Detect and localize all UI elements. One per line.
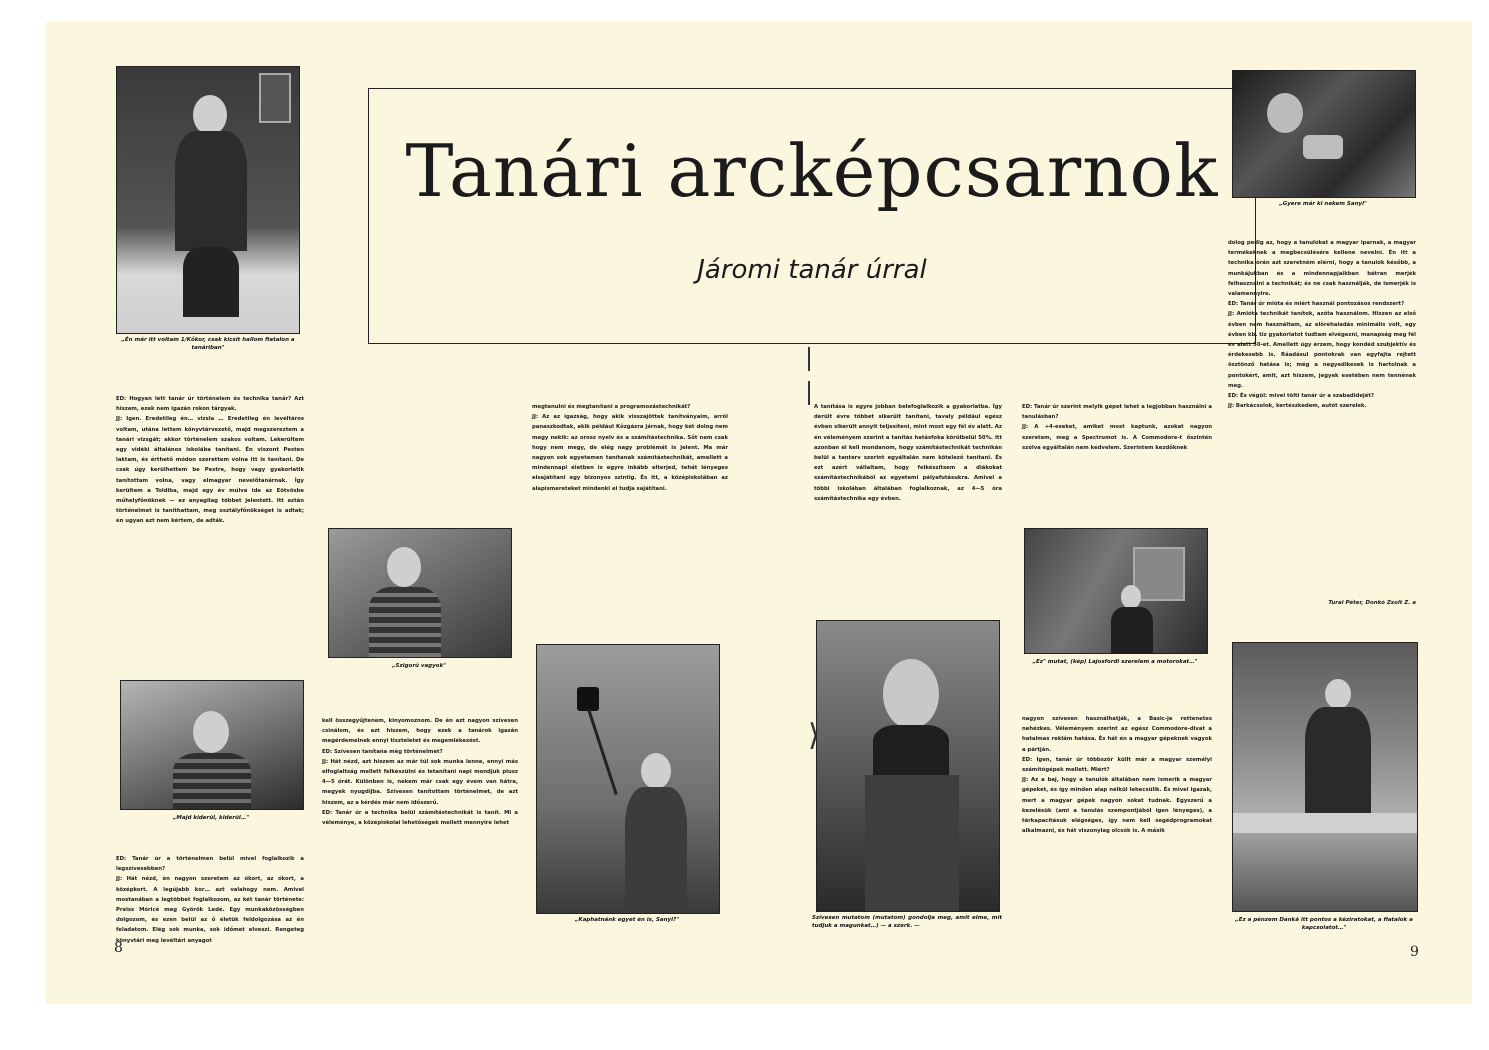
text-column-1-bottom [116,854,304,946]
paragraph: A tanítása is egyre jobban belefoglalkozik a gyakorlatba. Így derült évre többet sikerült tanítani, tavaly például egész évben sikerült annyit teljesíteni, mint most egy fél év alatt. Az én véleményem szerint a tanítás hatásfoka körülbelül 50%. Itt azonban el kell mondanom, hogy számítástechnikát technikán belül a tanterv szerint egyáltalán nem kötelező tanítani. És ezt azért vállaltam, hogy felkészítsem a diákokat számítástechnikából az egyetemi pályafutásukra. Amivel a többi iskolában általában foglalkoznak, az 4—5 óra számítástechnika egy évben. [814,404,1002,502]
paragraph: JJ: Hát nézd, én nagyon szeretem az ókort, az ókort, a középkort. A legújabb kor… azt valahogy nem. Amivel mostanában a legtöbbet foglalkozom, az két tanár története: Preiss Móricé meg Györök Ledé. Egy munkaközösségben dolgozom, és ezen belül az ő életük feldolgozása az én feladatom. Elég sok munka, sok időmet elveszi. Rengeteg könyvtári meg levéltári anyagot [116,876,304,944]
paragraph: JJ: Az a baj, hogy a tanulók általában nem ismerik a magyar gépeket, és így minden alap nélkül lebecsülik. És mivel igazak, mert a magyar gépek nagyon sokat tudnak. Egyszerű a kezelésük (ami a tanulás szempontjából igen lényeges), a tárkapacitásuk elégséges, így nem kell segédprogramokat alkalmazni, és hát viszonylag olcsók is. A másik [1022,777,1212,835]
article-title: Tanári arcképcsarnok [405,129,1219,213]
paragraph: ED: Tanár úr a technika belül számítástechnikát is tanít. Mi a véleménye, a középiskolai lehetőségek mellett mennyire lehet [322,809,518,827]
paragraph: megtanulni és megtanítani a programozástechnikát? [532,404,691,410]
caption-photo6: „Ez" mutat, (kép) Lajosfordi szerelem a motorokat…" [1032,659,1198,665]
paragraph: JJ: Barkácsolok, kertészkedem, autót szerelek. [1228,403,1367,410]
caption-photo7: „Gyere már ki nekem Sanyi" [1279,201,1367,207]
caption-photo5: Szívesen mutatom (mutatom) gondolja meg, amit elme, mit tudjuk a magunkat…) — a szerk. — [812,915,1002,929]
magazine-spread [46,22,1472,1004]
paragraph: JJ: Igen. Eredetileg én… vizsla … Eredetileg én levéltáros voltam, utána lettem könyvtárvezető, majd megszereztem a tanári vizsgát; akkor történelem szakos voltam. Lekerültem egy vidéki általános iskolába tanítani. Én viszont Pesten laktam, és érthető módon szerettem volna itt is tanítani. De csak úgy kerülhettem be Pestre, hogy vagy gyakorlatik tanítottam volna, vagy elmagyar nevelőtanárnak. Így kerültem a Toldiba, majd egy év múlva ide az Eötvösbe műhelyfőnöknek — ez anyagilag többet jelentett. Itt aztán történelmet is taníthattam, meg osztályfőnökséget is adtak; én ugyan azt nem kértem, de adták. [116,416,304,525]
paragraph: kell összegyűjtenem, kinyomoznom. De én azt nagyon szívesen csinálom, és azt hiszem, hogy ezek a tanárok igazán megérdemelnek ennyi tiszteletet és megemlékezést. [322,718,518,745]
paragraph: JJ: A +4-eseket, amiket most kaptunk, azokat nagyon szeretem, meg a Spectrumot is. A Commodore-t őszintén szólva egyáltalán nem kedvelem. Szerintem kezdőknek [1022,424,1212,451]
fold-mark [808,347,810,407]
paragraph: JJ: Amióta technikát tanítok, azóta használom. Hiszen az első évben nem használtam, az előrehaladás minimális volt, egy évben kb. tíz gyakorlatot tudtam elvégezni, manapság meg fél év alatt 50-et. Amellett úgy érzem, hogy kondéd szubjektív és érdekesebb is. Ráadásul pontokrak van egyfajta rejtett ösztönző hatása is; még a negyedikesek is hartolnak a pontokért, amit, azt hiszem, jegyek esetében nem tennének meg. [1228,311,1416,389]
paragraph: ED: Tanár úr mióta és miért használ pontozásos rendszert? [1228,301,1405,308]
text-column-3 [532,402,728,494]
article-subtitle: Járomi tanár úrral [697,255,927,285]
text-column-5 [1022,402,1212,453]
fold-bracket: ⟩ [808,718,820,753]
caption-photo2: „Szigorú vagyok" [392,663,446,669]
caption-photo4: „Kaphatnánk egyet én is, Sanyi?" [574,917,680,923]
photo-teacher-with-pointer [536,644,720,914]
paragraph: ED: És végül: mivel tölti tanár úr a szabadidejét? [1228,393,1374,400]
text-column-4-bottom [1022,714,1212,836]
photo-walking-teacher [116,66,300,334]
photo-teacher-portrait [816,620,1000,912]
photo-strict-teacher [328,528,512,658]
text-column-6 [1228,238,1416,411]
paragraph: ED: Szívesen tanítana még történelmet? [322,748,443,755]
title-box [368,88,1256,344]
photo-workshop [1232,642,1418,912]
paragraph: nagyon szívesen használhatják, a Basic-je rettenetes nehézkes. Véleményem szerint az egész Commodore-divat a hatalmas reklám hatása. És hát én a magyar gépeknek vagyok a pártján. [1022,716,1212,753]
text-column-2 [322,716,518,828]
paragraph: ED: Tanár úr a történelmen belül mivel foglalkozik a legszívesebben? [116,856,304,873]
page-number-right: 9 [1410,944,1419,960]
paragraph: JJ: Az az igazság, hogy akik visszajöttek tanítványaim, arról panaszkodtak, akik például Kőzgázra járnak, hogy két dolog nem megy nekik: az orosz nyelv és a számítástechnika. Sőt nem csak hogy nem megy, de elég nagy problémát is jelent. Ma már nagyon sok egyetemen tanítanak számítástechnikát, amellett a mindennapi életben is egyre inkább elterjed, tehát lényeges elsajátítani egy bizonyos szintig. És itt, a középiskolában az alapismereteket mindenki el tudja sajátítani. [532,414,728,492]
paragraph: dolog pedig az, hogy a tanulókat a magyar iparnak, a magyar termékeknek a megbecsülésére kellene nevelni. Én itt a technika órán azt szeretném elérni, hogy a tanulók később, a munkájukban és a mindennapjaikban bátran merjék felhasználni a technikát; és ne csak használják, de ismerjék is valamennyire. [1228,240,1416,298]
photo-close-up-work [1232,70,1416,198]
author-signature: Turai Péter, Donkó Zsolt Z. a [1328,600,1416,606]
paragraph: ED: Igen, tanár úr többször küllt már a magyar személyi számítógépek mellett. Miért? [1022,756,1212,774]
paragraph: ED: Hogyan lett tanár úr történelem és technika tanár? Azt hiszem, ezek nem igazán rokon tárgyak. [116,396,304,413]
caption-photo8: „Ez a pénzem Danká itt pontos a kéziratokat, a fiatalok a kapcsolatot…" [1235,917,1413,931]
page-number-left: 8 [114,940,123,956]
caption-photo1: „Én már itt voltam 1/Kőkor, csak kicsit hallom fiatalon a tanáriban" [121,337,295,351]
text-column-4 [814,402,1002,504]
paragraph: JJ: Hát nézd, azt hiszem az már túl sok munka lenne, ennyi más elfoglaltság mellett felkészülni és letanítani napi mondjuk plusz 4—5 órát. Különben is, nekem már csak egy évem van hátra, megyek nyugdíjba. Szívesen tanítottam történelmet, de azt hiszem, az a kérdés már nem időszerű. [322,758,518,806]
caption-photo3: „Majd kiderül, kiderül…" [172,815,250,821]
paragraph: ED: Tanár úr szerint melyik gépet lehet a legjobban használni a tanulásban? [1022,404,1212,421]
photo-smiling-teacher [120,680,304,810]
text-column-1 [116,394,304,527]
photo-teacher-board [1024,528,1208,654]
